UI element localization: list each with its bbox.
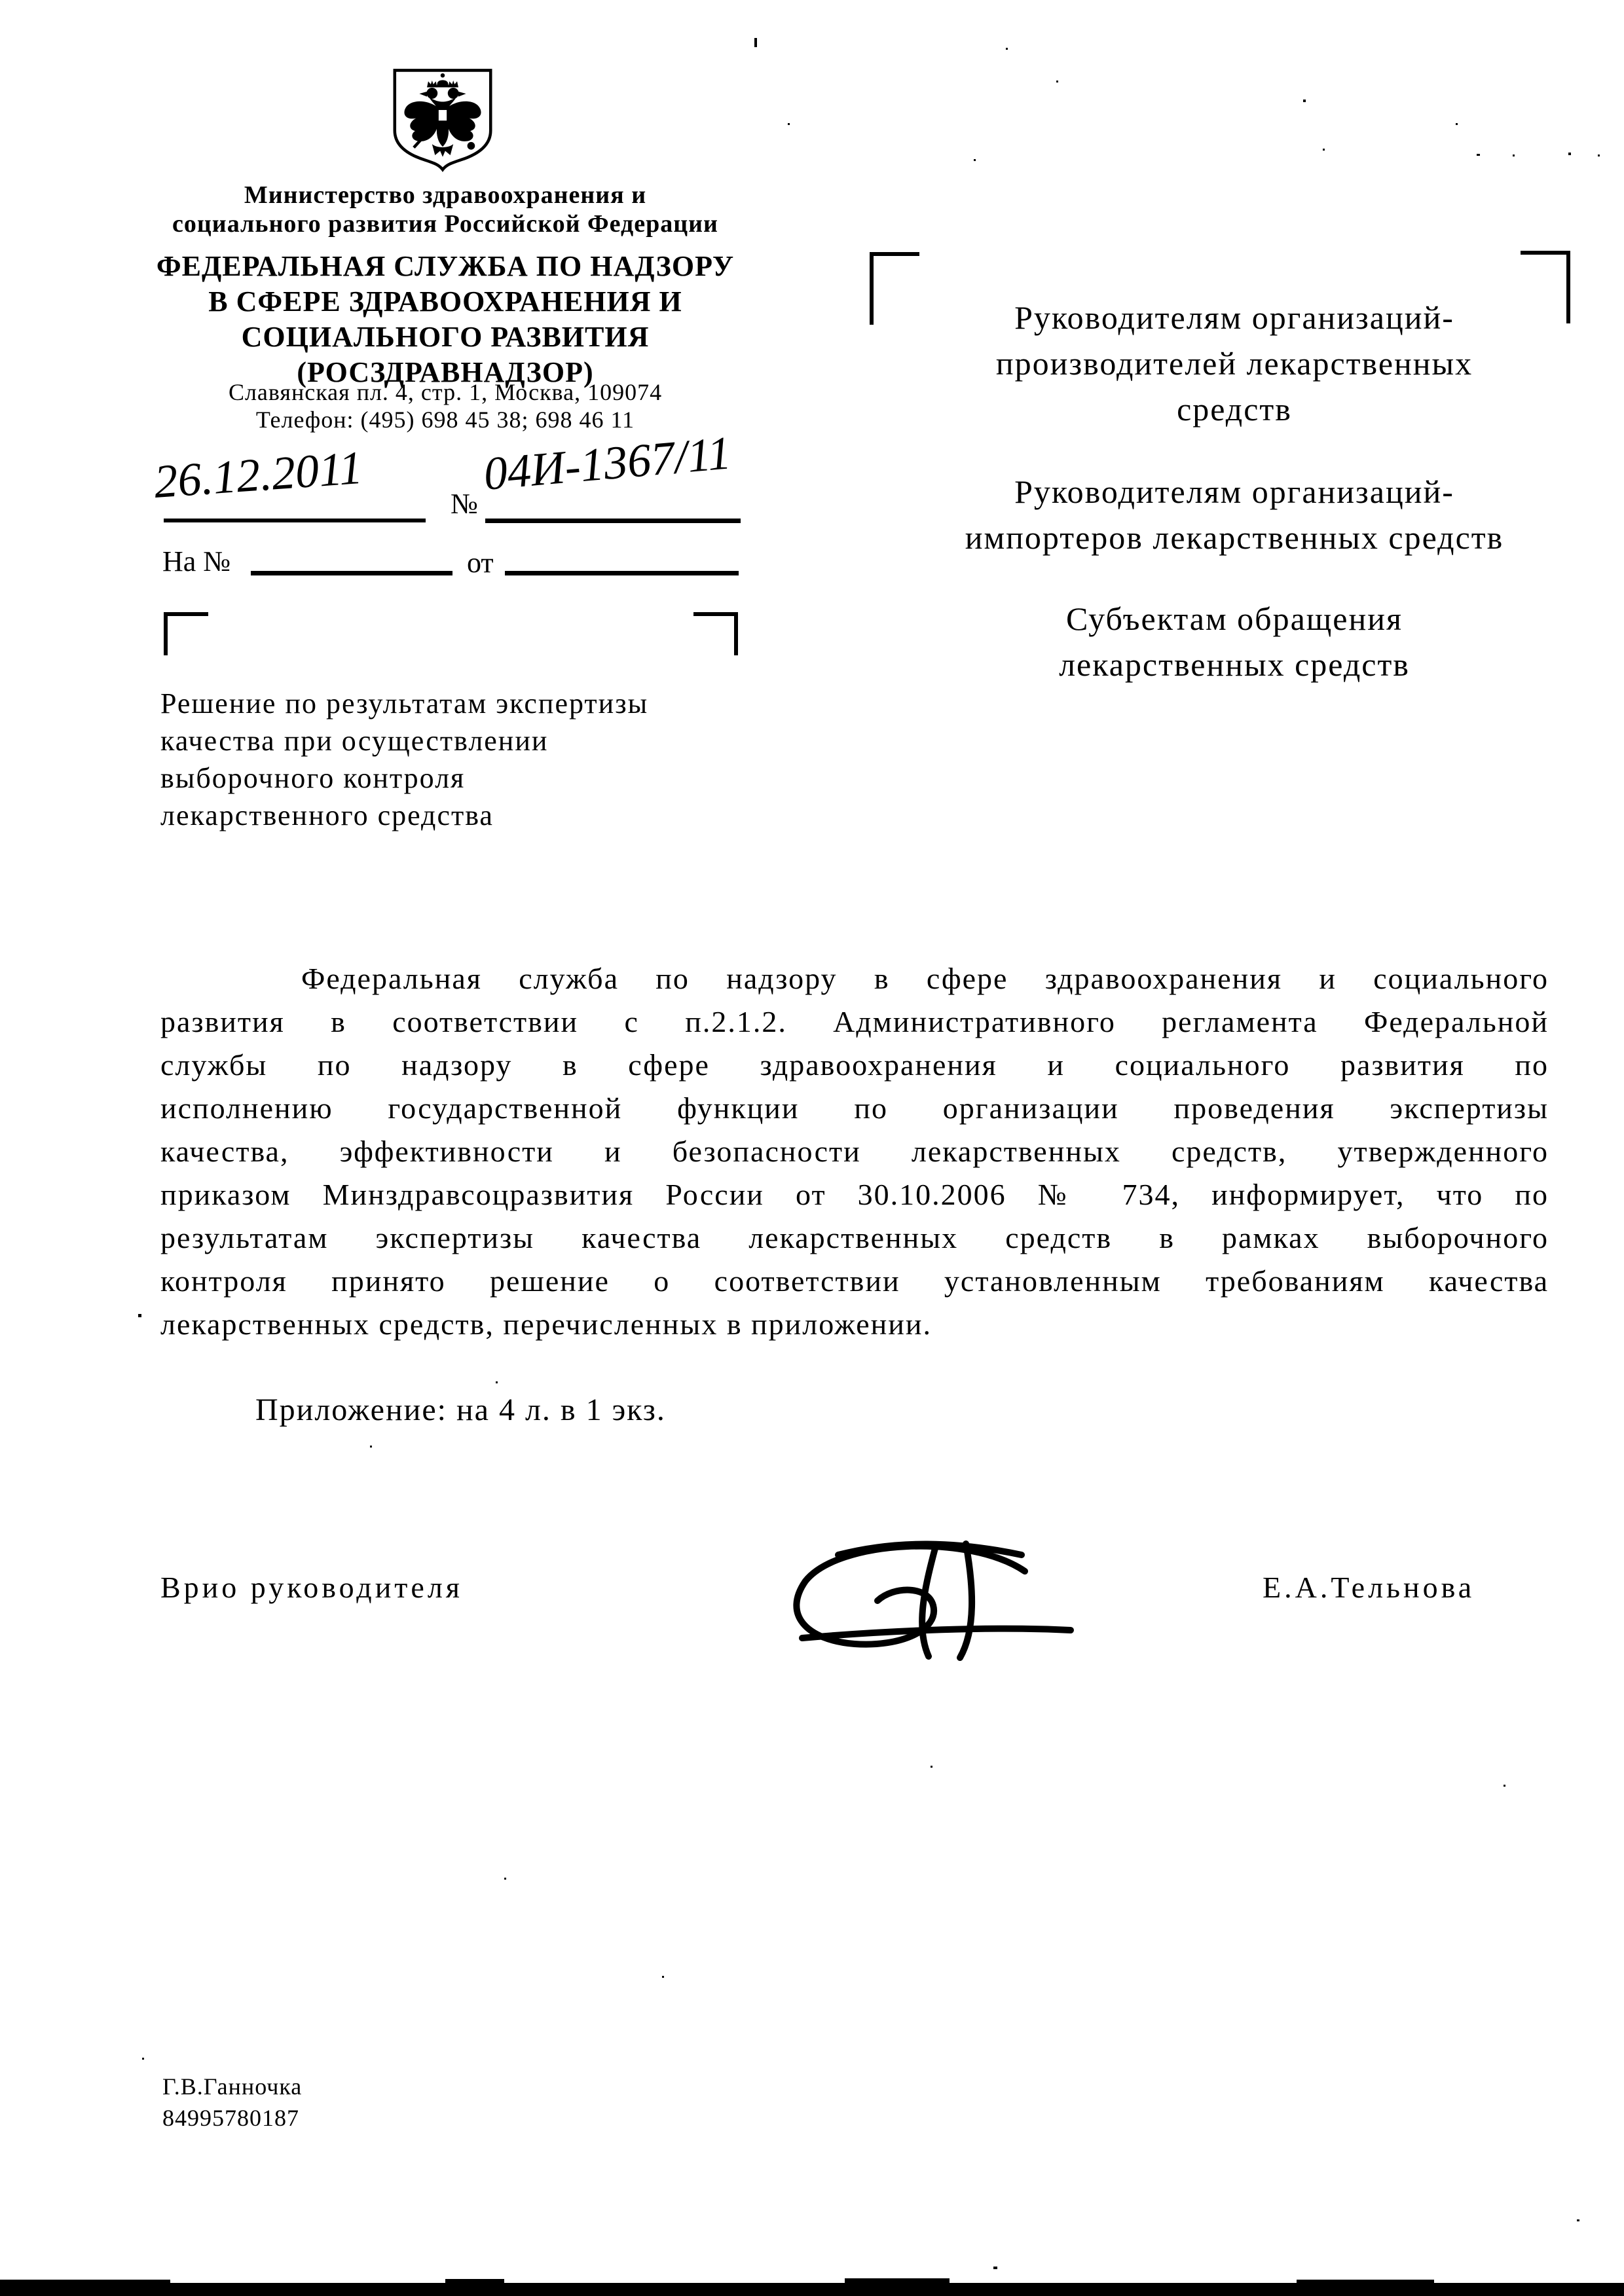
letter-date-handwritten: 26.12.2011 — [152, 441, 365, 508]
signer-name: Е.А.Тельнова — [1263, 1571, 1475, 1604]
body-line: лекарственных средств, перечисленных в приложении. — [160, 1307, 932, 1341]
ref-number-label: На № — [162, 545, 231, 577]
corner-mark — [164, 612, 208, 655]
recipient-line: Руководителям организаций- — [1014, 473, 1454, 510]
body-line: Федеральная служба по надзору в сфере здравоохранения и социального — [301, 962, 1549, 995]
russia-coat-of-arms-icon — [390, 56, 496, 179]
ref-date-underline — [505, 571, 739, 575]
agency-name — [124, 249, 766, 390]
subject-line: лекарственного средства — [160, 799, 494, 831]
scan-speck — [1477, 154, 1480, 156]
ministry-name-line: Министерство здравоохранения и — [244, 181, 647, 209]
scan-speck — [974, 159, 976, 161]
recipient-line: Руководителям организаций- — [1014, 299, 1454, 336]
subject-line: выборочного контроля — [160, 762, 466, 794]
recipient-line: средств — [1177, 391, 1292, 428]
bottom-scan-bar-ragged-edge — [1297, 2280, 1434, 2285]
letter-body — [160, 957, 1549, 1346]
attachment-note: Приложение: на 4 л. в 1 экз. — [255, 1393, 666, 1427]
ministry-name-line: социального развития Российской Федерации — [172, 210, 718, 238]
signer-title: Врио руководителя — [160, 1571, 463, 1604]
scan-speck — [142, 2058, 144, 2060]
body-line: качества, эффективности и безопасности лекарственных средств, утвержденного — [160, 1135, 1549, 1168]
scan-speck — [1323, 149, 1325, 151]
agency-name-line: СОЦИАЛЬНОГО РАЗВИТИЯ — [241, 321, 650, 353]
bottom-scan-bar-ragged-edge — [845, 2278, 950, 2284]
body-line: службы по надзору в сфере здравоохранения и социального развития по — [160, 1048, 1549, 1082]
letter-subject — [160, 685, 648, 834]
org-address: Славянская пл. 4, стр. 1, Москва, 109074 — [228, 379, 663, 405]
agency-name-line: В СФЕРЕ ЗДРАВООХРАНЕНИЯ И — [208, 285, 682, 318]
number-underline — [485, 519, 741, 523]
scan-speck — [662, 1976, 664, 1978]
scan-speck — [1006, 48, 1008, 50]
body-line: контроля принято решение о соответствии установленным требованиям качества — [160, 1264, 1549, 1298]
scan-speck — [138, 1314, 141, 1317]
scan-speck — [1504, 1785, 1505, 1787]
scan-speck — [1303, 100, 1306, 102]
corner-mark — [693, 612, 738, 655]
scan-speck — [1456, 123, 1458, 125]
org-phone: Телефон: (495) 698 45 38; 698 46 11 — [255, 407, 635, 433]
scan-speck — [1577, 2219, 1579, 2221]
executor-phone: 84995780187 — [162, 2105, 299, 2131]
recipient-line: Субъектам обращения — [1066, 600, 1403, 637]
scan-speck — [1598, 155, 1600, 156]
ref-number-underline — [251, 571, 452, 575]
number-sign-label: № — [451, 488, 478, 520]
scan-speck — [496, 1381, 498, 1383]
bottom-scan-bar — [0, 2283, 1624, 2296]
scan-speck — [370, 1446, 372, 1448]
corner-mark — [870, 252, 919, 325]
bottom-scan-bar-ragged-edge — [445, 2279, 504, 2284]
scan-speck — [1568, 153, 1571, 155]
letter-number-handwritten: 04И-1367/11 — [481, 426, 733, 500]
recipient-line: лекарственных средств — [1059, 646, 1410, 683]
body-line: исполнению государственной функции по организации проведения экспертизы — [160, 1091, 1549, 1125]
scan-speck — [1513, 155, 1515, 156]
executor-name: Г.В.Ганночка — [162, 2073, 303, 2100]
recipient-line: производителей лекарственных — [995, 345, 1473, 382]
date-underline — [164, 519, 426, 522]
bottom-scan-bar-ragged-edge — [0, 2280, 170, 2285]
scan-speck — [788, 123, 790, 125]
recipient-group — [940, 469, 1529, 560]
recipient-line: импортеров лекарственных средств — [965, 519, 1504, 556]
subject-line: Решение по результатам экспертизы — [160, 687, 649, 720]
ministry-name — [124, 181, 766, 238]
scan-speck — [993, 2267, 997, 2269]
scan-speck — [504, 1878, 506, 1880]
body-line: развития в соответствии с п.2.1.2. Административного регламента Федеральной — [160, 1005, 1549, 1038]
recipient-group — [940, 295, 1529, 432]
body-line: результатам экспертизы качества лекарственных средств в рамках выборочного — [160, 1221, 1549, 1254]
agency-name-line: ФЕДЕРАЛЬНАЯ СЛУЖБА ПО НАДЗОРУ — [156, 250, 735, 282]
scan-speck — [931, 1766, 932, 1768]
subject-line: качества при осуществлении — [160, 725, 549, 757]
recipient-group — [940, 596, 1529, 687]
handwritten-signature — [740, 1525, 1080, 1663]
body-line: приказом Минздравсоцразвития России от 30.10.2006 № 734, информирует, что по — [160, 1178, 1549, 1211]
ref-date-label: от — [467, 547, 494, 579]
scan-speck — [1056, 81, 1058, 82]
agency-name-line: (РОСЗДРАВНАДЗОР) — [297, 356, 594, 388]
scan-speck — [754, 38, 757, 47]
